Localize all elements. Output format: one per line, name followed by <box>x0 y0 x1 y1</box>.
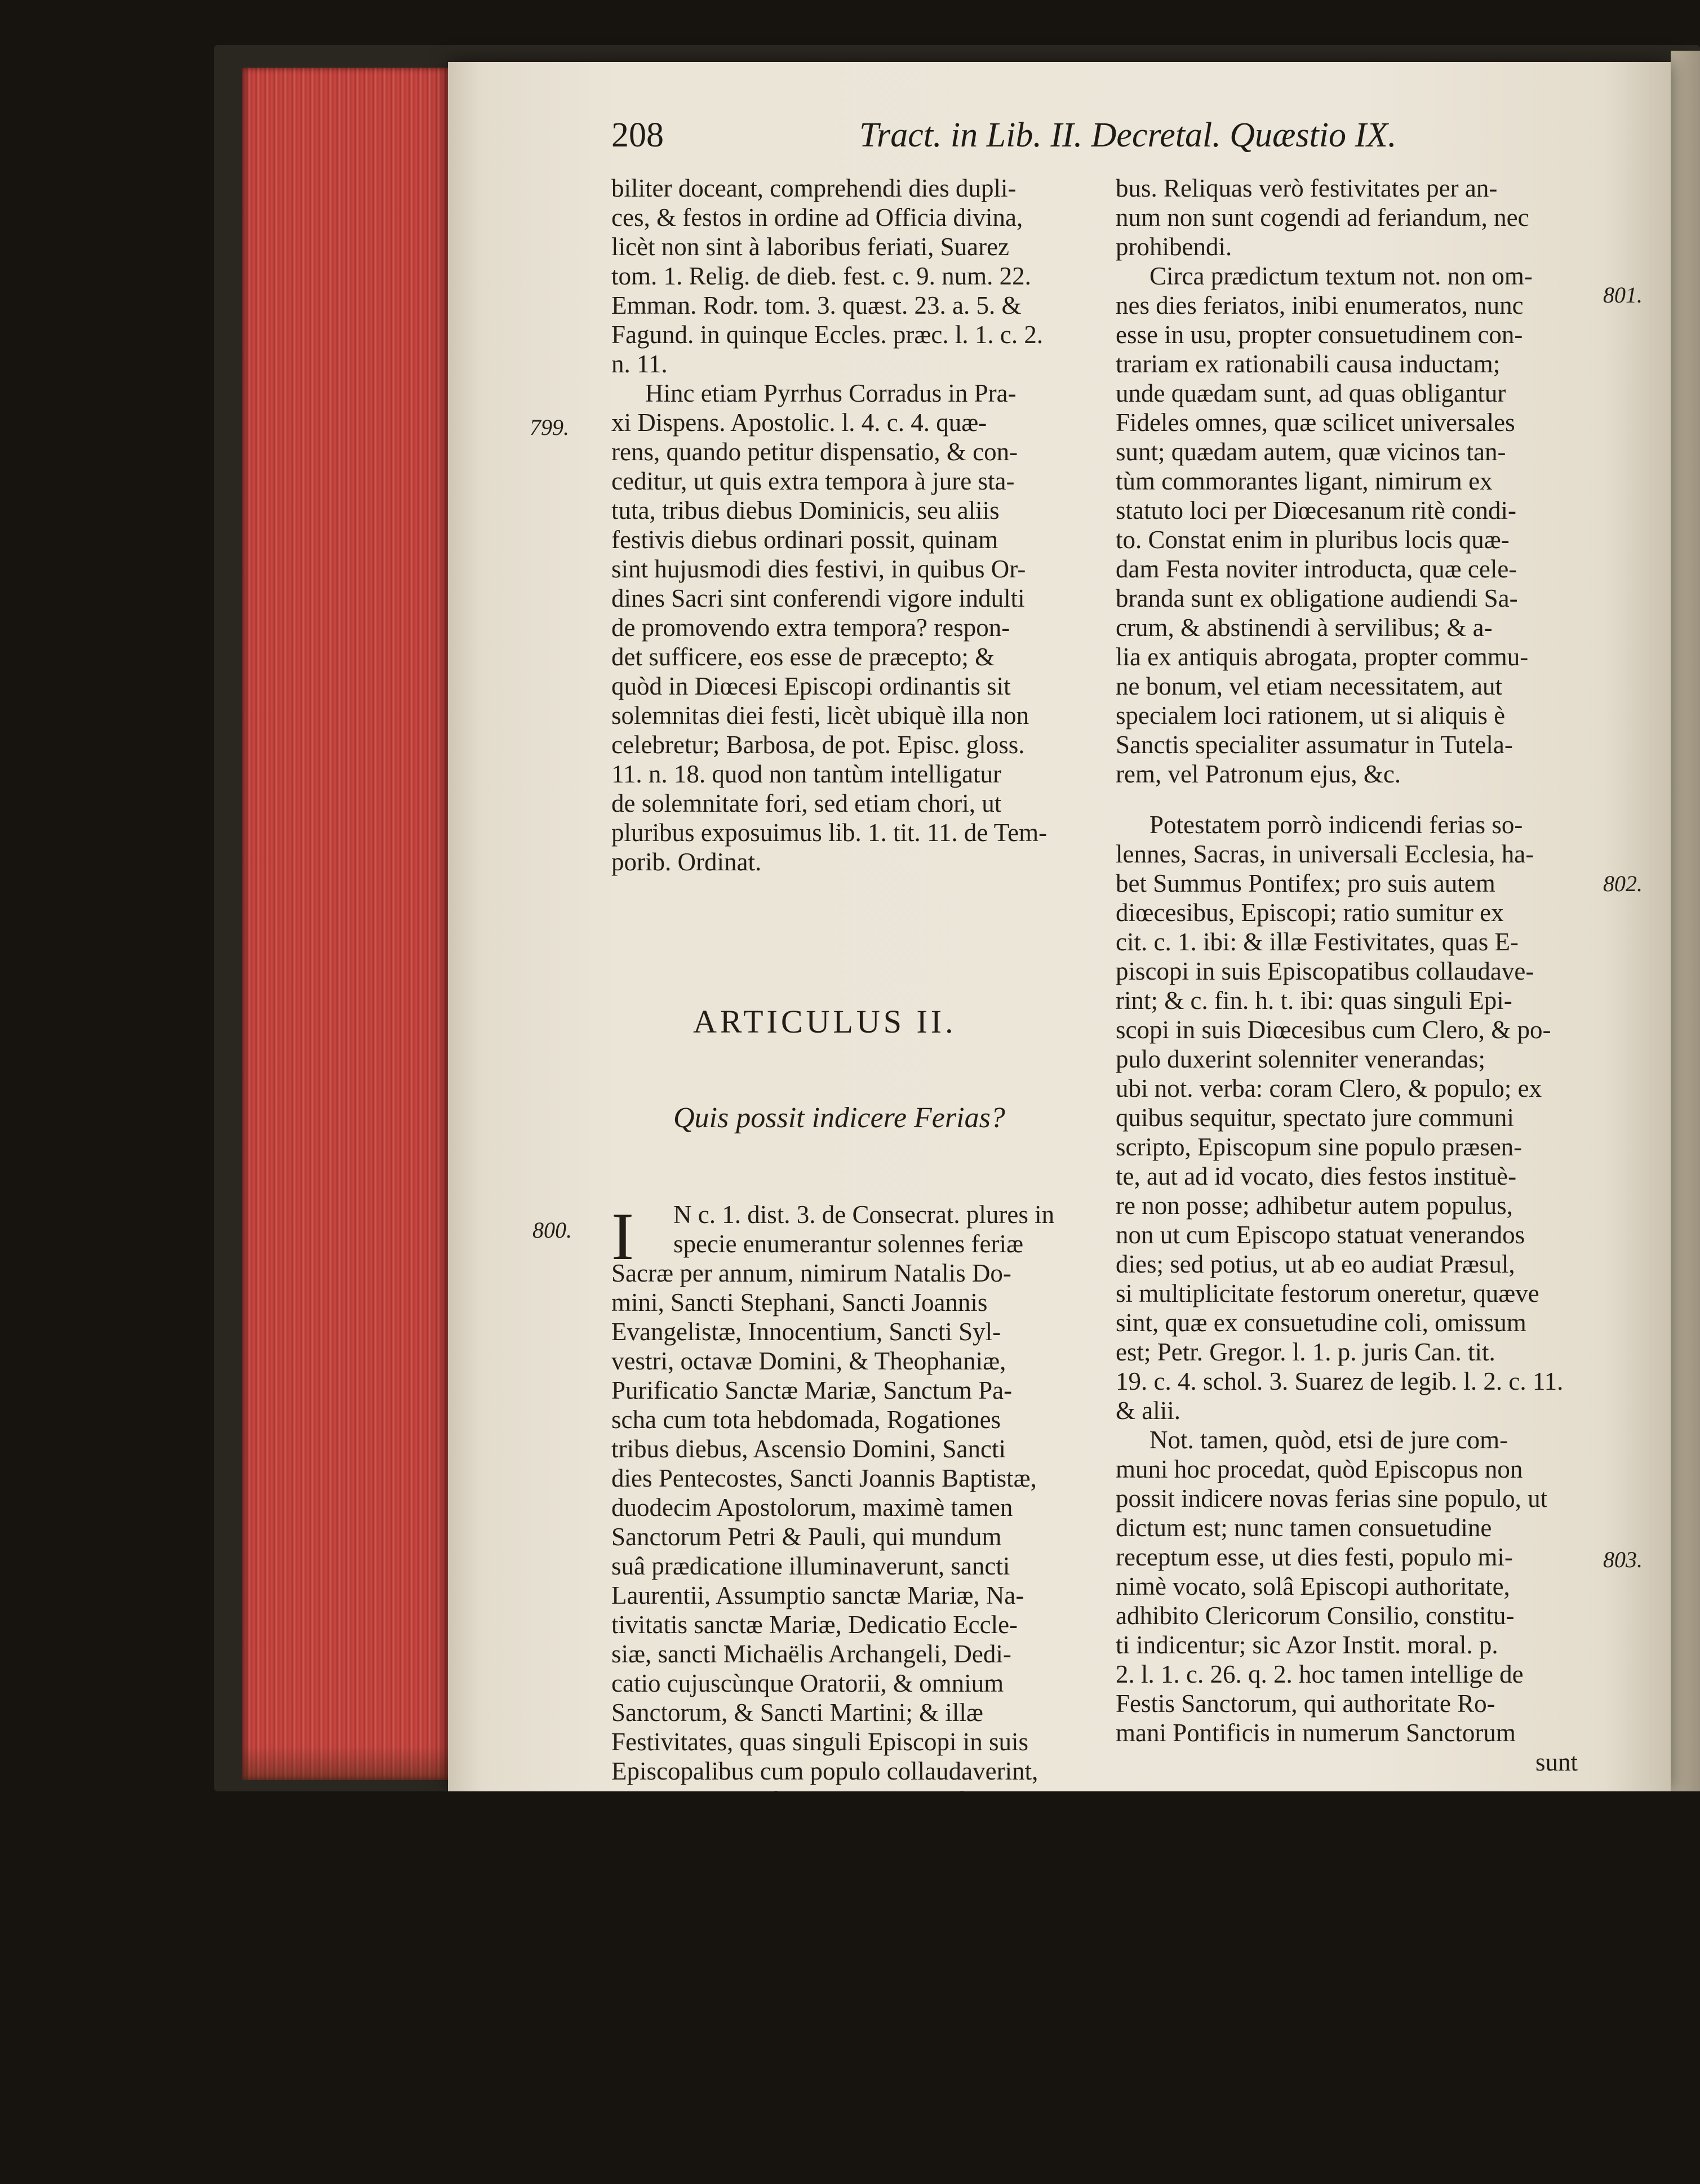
text-line: ubi not. verba: coram Clero, & populo; ex <box>1116 1074 1542 1102</box>
text-line: de promovendo extra tempora? respon- <box>611 613 1010 642</box>
text-line: trariam ex rationabili causa inductam; <box>1116 350 1501 378</box>
text-line: non ut cum Episcopo statuat venerandos <box>1116 1221 1525 1249</box>
text-line: adhibito Clericorum Consilio, constitu- <box>1116 1602 1515 1630</box>
text-line: piscopi in suis Episcopatibus collaudave- <box>1116 957 1534 985</box>
text-line: Not. tamen, quòd, etsi de jure com- <box>1149 1426 1508 1454</box>
right-column <box>1116 174 1589 1777</box>
text-line: bus. Reliquas verò festivitates per an- <box>1116 174 1498 202</box>
margin-number-800: 800. <box>532 1217 572 1243</box>
catchword: sunt <box>1535 1748 1578 1776</box>
text-line: n. 11. <box>611 350 668 378</box>
drop-cap: I <box>611 1199 634 1274</box>
facing-page-edge <box>1671 51 1700 1803</box>
running-title: Tract. in Lib. II. Decretal. Quæstio IX. <box>859 116 1397 154</box>
text-line: quibus sequitur, spectato jure communi <box>1116 1104 1514 1132</box>
text-line: quòd in Diœcesi Episcopi ordinantis sit <box>611 672 1011 700</box>
text-line: sint hujusmodi dies festivi, in quibus Or- <box>611 555 1026 583</box>
text-line: bet Summus Pontifex; pro suis autem <box>1116 869 1495 897</box>
text-line: te, aut ad id vocato, dies festos instituè- <box>1116 1162 1517 1190</box>
background-below-book <box>0 1791 1700 2184</box>
text-line: Festivitates, quas singuli Episcopi in suis <box>611 1728 1028 1756</box>
article-heading: ARTICULUS II. <box>693 1003 957 1040</box>
text-line: ceditur, ut quis extra tempora à jure sta- <box>611 467 1015 495</box>
text-line: to. Constat enim in pluribus locis quæ- <box>1116 526 1510 554</box>
article-question: Quis possit indicere Ferias? <box>673 1102 1005 1134</box>
text-line: porib. Ordinat. <box>611 848 762 876</box>
text-line: possit indicere novas ferias sine populo, ut <box>1116 1484 1548 1513</box>
text-line: pluribus exposuimus lib. 1. tit. 11. de Tem- <box>611 819 1047 847</box>
text-line: xi Dispens. Apostolic. l. 4. c. 4. quæ- <box>611 408 987 437</box>
text-line: Circa prædictum textum not. non om- <box>1149 262 1533 290</box>
text-line: tivitatis sanctæ Mariæ, Dedicatio Eccle- <box>611 1611 1018 1639</box>
text-line: tom. 1. Relig. de dieb. fest. c. 9. num. 22. <box>611 262 1031 290</box>
text-line: Fagund. in quinque Eccles. præc. l. 1. c. 2. <box>611 321 1044 349</box>
text-line: sunt; quædam autem, quæ vicinos tan- <box>1116 438 1506 466</box>
text-line: prohibendi. <box>1116 233 1232 261</box>
margin-number-803: 803. <box>1603 1547 1643 1572</box>
text-line: rens, quando petitur dispensatio, & con- <box>611 438 1018 466</box>
text-line: unde quædam sunt, ad quas obligantur <box>1116 379 1506 407</box>
text-line: 19. c. 4. schol. 3. Suarez de legib. l. 2. c. 11. <box>1116 1367 1564 1395</box>
text-line: ne bonum, vel etiam necessitatem, aut <box>1116 672 1503 700</box>
text-line: Potestatem porrò indicendi ferias so- <box>1149 811 1523 839</box>
text-line: specialem loci rationem, ut si aliquis è <box>1116 701 1506 730</box>
text-line: 2. l. 1. c. 26. q. 2. hoc tamen intellige de <box>1116 1660 1524 1688</box>
text-line: ces, & festos in ordine ad Officia divina, <box>611 203 1023 232</box>
text-line: est; Petr. Gregor. l. 1. p. juris Can. tit. <box>1116 1338 1495 1366</box>
text-line: scripto, Episcopum sine populo præsen- <box>1116 1133 1523 1161</box>
text-line: mani Pontificis in numerum Sanctorum <box>1116 1719 1516 1747</box>
text-line: Hinc etiam Pyrrhus Corradus in Pra- <box>645 379 1017 407</box>
text-line: siæ, sancti Michaëlis Archangeli, Dedi- <box>611 1640 1011 1668</box>
left-column-top <box>611 174 1107 877</box>
text-line: Festis Sanctorum, qui authoritate Ro- <box>1116 1689 1495 1718</box>
text-line: Fideles omnes, quæ scilicet universales <box>1116 408 1515 437</box>
text-line: det sufficere, eos esse de præcepto; & <box>611 643 995 671</box>
text-line: scopi in suis Diœcesibus cum Clero, & po- <box>1116 1016 1551 1044</box>
text-line: Laurentii, Assumptio sanctæ Mariæ, Na- <box>611 1581 1024 1609</box>
text-line: ti indicentur; sic Azor Instit. moral. p. <box>1116 1631 1498 1659</box>
text-line: dines Sacri sint conferendi vigore indulti <box>611 584 1025 612</box>
text-line: suâ prædicatione illuminaverunt, sancti <box>611 1552 1010 1580</box>
text-line: Sanctorum Petri & Pauli, qui mundum <box>611 1523 1002 1551</box>
text-line: lia ex antiquis abrogata, propter commu- <box>1116 643 1529 671</box>
text-line: Purificatio Sanctæ Mariæ, Sanctum Pa- <box>611 1376 1013 1404</box>
paragraph-gap <box>1116 789 1589 810</box>
text-line: rem, vel Patronum ejus, &c. <box>1116 760 1401 788</box>
text-line: tùm commorantes ligant, nimirum ex <box>1116 467 1493 495</box>
text-line: specie enumerantur solennes feriæ <box>673 1230 1024 1258</box>
text-line: Emman. Rodr. tom. 3. quæst. 23. a. 5. & <box>611 291 1022 319</box>
text-line: lennes, Sacras, in universali Ecclesia, ha- <box>1116 840 1534 868</box>
text-line: mini, Sancti Stephani, Sancti Joannis <box>611 1288 988 1316</box>
text-line: dictum est; nunc tamen consuetudine <box>1116 1514 1492 1542</box>
text-line: crum, & abstinendi à servilibus; & a- <box>1116 613 1493 642</box>
text-line: de solemnitate fori, sed etiam chori, ut <box>611 789 1002 817</box>
text-line: dam Festa noviter introducta, quæ cele- <box>1116 555 1517 583</box>
text-line: branda sunt ex obligatione audiendi Sa- <box>1116 584 1518 612</box>
text-line: cit. c. 1. ibi: & illæ Festivitates, quas E- <box>1116 928 1519 956</box>
text-line: diœcesibus, Episcopi; ratio sumitur ex <box>1116 898 1504 927</box>
text-line: vestri, octavæ Domini, & Theophaniæ, <box>611 1347 1006 1375</box>
text-line: celebretur; Barbosa, de pot. Episc. gloss. <box>611 731 1025 759</box>
text-line: biliter doceant, comprehendi dies dupli- <box>611 174 1017 202</box>
text-line: dies; sed potius, ut ab eo audiat Præsul, <box>1116 1250 1515 1278</box>
text-line: receptum esse, ut dies festi, populo mi- <box>1116 1543 1513 1571</box>
text-line: Sanctorum, & Sancti Martini; & illæ <box>611 1698 983 1727</box>
text-line: Sacræ per annum, nimirum Natalis Do- <box>611 1259 1011 1287</box>
text-line: Evangelistæ, Innocentium, Sancti Syl- <box>611 1318 1001 1346</box>
text-line: tuta, tribus diebus Dominicis, seu aliis <box>611 496 1000 524</box>
margin-number-799: 799. <box>530 415 569 440</box>
text-line: Sanctis specialiter assumatur in Tutela- <box>1116 731 1513 759</box>
text-line: muni hoc procedat, quòd Episcopus non <box>1116 1455 1523 1483</box>
text-line: num non sunt cogendi ad feriandum, nec <box>1116 203 1529 232</box>
text-line: solemnitas diei festi, licèt ubiquè illa non <box>611 701 1029 730</box>
margin-number-802: 802. <box>1603 871 1643 896</box>
text-line: rint; & c. fin. h. t. ibi: quas singuli Epi- <box>1116 986 1512 1015</box>
text-line: catio cujuscùnque Oratorii, & omnium <box>611 1669 1004 1697</box>
text-line: pulo duxerint solenniter venerandas; <box>1116 1045 1486 1073</box>
text-line: tribus diebus, Ascensio Domini, Sancti <box>611 1435 1006 1463</box>
text-line: esse in usu, propter consuetudinem con- <box>1116 321 1523 349</box>
margin-number-801: 801. <box>1603 282 1643 308</box>
red-page-edges <box>242 68 451 1780</box>
text-line: re non posse; adhibetur autem populus, <box>1116 1191 1513 1220</box>
left-column-bottom <box>611 1200 1107 1844</box>
text-line: sint, quæ ex consuetudine coli, omissum <box>1116 1309 1526 1337</box>
text-line: scha cum tota hebdomada, Rogationes <box>611 1405 1001 1434</box>
text-line: nimè vocato, solâ Episcopi authoritate, <box>1116 1572 1510 1600</box>
text-line: Episcopalibus cum populo collaudaverint, <box>611 1757 1038 1785</box>
text-line: nes dies feriatos, inibi enumeratos, nunc <box>1116 291 1524 319</box>
text-line: statuto loci per Diœcesanum ritè condi- <box>1116 496 1517 524</box>
text-line: duodecim Apostolorum, maximè tamen <box>611 1493 1013 1522</box>
page-number: 208 <box>611 116 664 154</box>
text-line: & alii. <box>1116 1396 1180 1425</box>
text-line: licèt non sint à laboribus feriati, Suarez <box>611 233 1010 261</box>
text-line: si multiplicitate festorum oneretur, quæve <box>1116 1279 1539 1307</box>
text-line: festivis diebus ordinari possit, quinam <box>611 526 998 554</box>
text-line: 11. n. 18. quod non tantùm intelligatur <box>611 760 1002 788</box>
text-line: N c. 1. dist. 3. de Consecrat. plures in <box>673 1200 1055 1229</box>
text-line: dies Pentecostes, Sancti Joannis Baptistæ, <box>611 1464 1037 1492</box>
